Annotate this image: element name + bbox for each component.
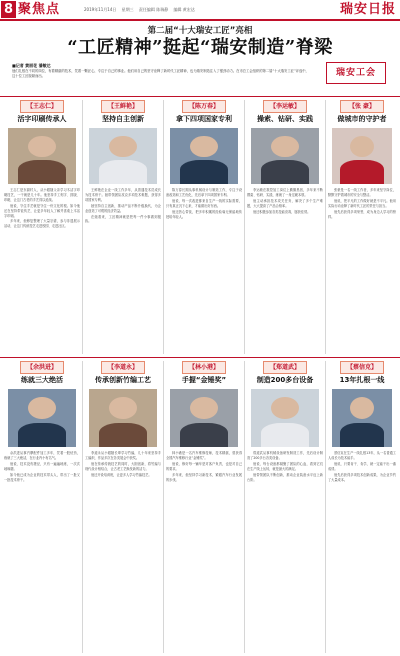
profile-body (166, 451, 242, 651)
profile-paragraph: 他说，只要肯干、肯学，就一定能干出一番成绩。 (328, 461, 396, 471)
column-divider (325, 361, 326, 653)
profile-body (85, 188, 161, 352)
profile-paragraph: 李道永从小跟随长辈学习竹编，几十年来坚持手工编织，作品多次在各类展会中获奖。 (85, 451, 161, 460)
profile-paragraph: 张豪是一名一线工作者，多年来坚守岗位，默默守护着城市的安全与整洁。 (328, 188, 396, 197)
profile-name: 【王鲜艳】 (101, 100, 145, 113)
profile-name: 【余洪进】 (20, 361, 64, 374)
profile-paragraph: 他说，每一次改进都来自生产一线的实际需要，只有真正沉下心来，才能做出好东西。 (166, 198, 242, 208)
row2-divider (0, 357, 400, 358)
profile-name: 【蔡信克】 (340, 361, 384, 374)
profile-body (328, 451, 396, 651)
profile-li-yunmin (247, 100, 323, 354)
profile-subtitle: 练就三大绝活 (21, 376, 63, 384)
issue-designer: 编辑 黄宏达 (173, 7, 195, 12)
newspaper-logo: 瑞安日报 (339, 2, 396, 17)
profile-paragraph: 他主动承担技术攻关任务，解决了多个生产难题，大大提高了产品合格率。 (247, 198, 323, 208)
profile-yu-hongjin (4, 361, 80, 653)
profile-paragraph: 多年来，他坚持学习新技术，紧跟汽车行业发展的步伐。 (166, 472, 242, 482)
profile-photo (170, 389, 238, 447)
profile-paragraph: 李运敏在数控加工岗位上勤勤恳恳，多年来不断摸索、钻研、实践，练就了一身过硬本领。 (247, 188, 323, 197)
column-divider (163, 100, 164, 354)
profile-subtitle: 活字印刷传承人 (17, 115, 67, 123)
profile-paragraph: 他说，修好每一辆车是对客户负责，也是对自己的要求。 (166, 461, 242, 471)
profile-paragraph: 他说，守住手艺就是守住一份文化的根。如今他还在坚持带徒传艺，让更多年轻人了解并喜欢上木活字印刷。 (4, 203, 80, 218)
profile-photo (89, 389, 157, 447)
column-divider (163, 361, 164, 653)
profile-subtitle: 制造200多台设备 (256, 376, 314, 384)
profile-photo (170, 128, 238, 184)
profile-paragraph: 他先后获得多项荣誉，成为身边人学习的榜样。 (328, 209, 396, 219)
profile-name: 【张 豪】 (340, 100, 384, 113)
profile-photo (332, 128, 392, 184)
profile-paragraph: 他带领团队不断创新，推动企业装备水平迈上新台阶。 (247, 472, 323, 482)
profile-wang-xianyan (85, 100, 161, 354)
profile-photo (89, 128, 157, 184)
profile-photo (251, 128, 319, 184)
profile-paragraph: 王志仁是东源村人，从小跟随父亲学习木活字印刷技艺，一干就是几十年。他坚持手工刻字、排版、印刷，让这门古老的手艺得以延续。 (4, 188, 80, 202)
profile-paragraph: 他说，每台设备都凝聚了团队的心血，看到它们在生产线上运转，就是最大的满足。 (247, 461, 323, 471)
profile-name: 【李运敏】 (263, 100, 307, 113)
page-number: 8 (1, 1, 16, 18)
section-title: 聚焦点 (18, 2, 61, 17)
profile-paragraph: 在她看来，工匠精神就是把每一件小事做到极致。 (85, 214, 161, 224)
profile-name: 【王志仁】 (20, 100, 64, 113)
masthead (0, 0, 400, 20)
profile-photo (332, 389, 392, 447)
column-divider (244, 361, 245, 653)
profile-paragraph: 蔡信克在生产一线扎根13年，从一名普通工人成长为技术能手。 (328, 451, 396, 460)
column-divider (325, 100, 326, 354)
profile-body (247, 188, 323, 352)
union-stamp-text: 瑞安工会 (335, 68, 376, 78)
profile-name: 【郑道武】 (263, 361, 307, 374)
profile-paragraph: 他还开设培训班，让更多人学习竹编技艺。 (91, 472, 152, 477)
profile-subtitle: 13年扎根一线 (339, 376, 385, 384)
issue-date: 2019年11月14日 (84, 7, 117, 12)
issue-weekday: 星期三 (121, 7, 134, 12)
issue-info (84, 7, 199, 12)
profile-subtitle: 手握“金锤奖” (181, 376, 227, 384)
profile-name: 【李道永】 (101, 361, 145, 374)
profile-photo (8, 128, 76, 184)
profile-lin-xiaogang (166, 361, 242, 653)
profile-subtitle: 做城市的守护者 (337, 115, 387, 123)
profile-paragraph: 他还积极参加各类技能竞赛，屡获佳绩。 (253, 209, 311, 214)
profile-name: 【林小港】 (182, 361, 226, 374)
profile-body (166, 188, 242, 352)
profile-paragraph: 他说，技术没有捷径，只有一遍遍地练，一次次地琢磨。 (4, 461, 80, 471)
byline: ■记者 黄丽花 潘敏达 (12, 63, 51, 68)
union-stamp (326, 62, 386, 84)
profile-paragraph: 林小港是一名汽车维修技师，技术精湛，曾获得全国汽车维修行业“金锤奖”。 (166, 451, 242, 460)
profile-paragraph: 他先后获得多项技术创新成果，为企业节约了大量成本。 (328, 472, 396, 482)
profile-subtitle: 操索、钻研、实践 (257, 115, 313, 123)
headline-kicker: 第二届“十大瑞安工匠”亮相 (147, 26, 253, 36)
profile-body (4, 188, 80, 352)
profile-paragraph: 他在传承传统技艺的同时，大胆创新，将竹编与现代设计相结合，让古老工艺焕发新的活力。 (85, 461, 161, 471)
profile-name: 【陈万春】 (182, 100, 226, 113)
column-divider (82, 361, 83, 653)
profile-paragraph: 郑道武从事机械设备研发制造工作，先后设计制造了200多台各类设备。 (247, 451, 323, 460)
profile-paragraph: 多年来，他修复整理了大量宗谱，参与非遗展示活动，让这门传统技艺走进校园、走进社区。 (4, 219, 80, 229)
profile-subtitle: 坚持自主创新 (102, 115, 144, 123)
lead-paragraph: 他们扎根在不同的岗位，有着精湛的技术，凭着一颗匠心，专注于自己的事业。他们用自己的坚守诠释了新时代工匠精神，也为瑞安制造注入了强劲动力。在市总工会组织的第二届“十大瑞安工匠”评选中，这十位工匠脱颖而出。 (12, 69, 309, 78)
profile-body (4, 451, 80, 651)
profile-body (247, 451, 323, 651)
profile-body (85, 451, 161, 651)
profile-paragraph: 他还热心带徒，把多年积累的经验毫无保留地传授给年轻人。 (166, 209, 242, 219)
profile-paragraph: 她坚持自主创新，推动产品不断升级换代，为企业创造了可观的经济效益。 (85, 203, 161, 213)
column-divider (82, 100, 83, 354)
column-divider (244, 100, 245, 354)
profile-zhang-hao (328, 100, 396, 354)
profile-subtitle: 传承创新竹编工艺 (95, 376, 151, 384)
profile-paragraph: 陈万春长期从事机械设计与制造工作，专注于设备改造和工艺优化，先后拿下四项国家专利。 (166, 188, 242, 197)
masthead-rule (0, 19, 400, 21)
headline-title: “工匠精神”挺起“瑞安制造”脊梁 (67, 37, 333, 58)
row1-divider (0, 96, 400, 97)
profile-photo (251, 389, 319, 447)
profile-chen-wanchun (166, 100, 242, 354)
profile-subtitle: 拿下四项国家专利 (176, 115, 232, 123)
profile-paragraph: 如今他已成为企业的技术带头人，带出了一批又一批技术骨干。 (4, 472, 80, 482)
profile-wang-zhiren (4, 100, 80, 354)
profile-body (328, 188, 396, 352)
profile-paragraph: 他说，把平凡的工作做好就是不平凡。他用实际行动诠释了新时代工匠的责任与担当。 (328, 198, 396, 208)
profile-paragraph: 余洪进从事汽摩配件加工多年，凭着一股钻劲，练就了三大绝活，在行业内小有名气。 (4, 451, 80, 460)
profile-photo (8, 389, 76, 447)
issue-editor: 责任编辑 陈瑞静 (138, 7, 169, 12)
profile-li-daoyong (85, 361, 161, 653)
profile-zheng-daowu (247, 361, 323, 653)
profile-cai-xinke (328, 361, 396, 653)
profile-paragraph: 王鲜艳在企业一线工作多年，从普通技术员成长为技术骨干。她带领团队攻克多项技术难题，获得多项国家专利。 (85, 188, 161, 202)
